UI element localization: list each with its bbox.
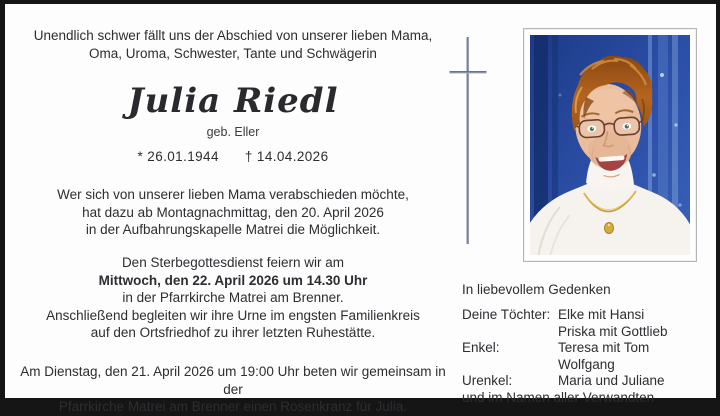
birth-date: * 26.01.1944 — [137, 149, 219, 164]
family-name: Elke mit Hansi — [558, 307, 645, 322]
family-row-grandchildren — [462, 340, 702, 373]
memorial-heading: In liebevollem Gedenken — [462, 282, 611, 297]
family-names — [558, 340, 702, 373]
deceased-name: Julia Riedl — [127, 81, 339, 121]
family-row-daughters — [462, 307, 702, 340]
rosary-line-1: Am Dienstag, den 21. April 2026 um 19:00 Uhr beten wir gemeinsam in der — [20, 364, 446, 397]
closing-line: und im Namen aller Verwandten — [462, 389, 655, 405]
family-name: Maria und Juliane — [558, 373, 665, 388]
cross-icon — [449, 35, 489, 252]
family-name: Wolfgang — [558, 356, 615, 372]
intro-line-1: Unendlich schwer fällt uns der Abschied von unserer lieben Mama, — [33, 28, 433, 43]
rosary-line-2: Pfarrkirche Matrei am Brenner einen Rosenkranz für Julia. — [58, 399, 408, 414]
portrait-illustration — [530, 35, 690, 255]
family-list — [462, 307, 702, 406]
farewell-line-1: Wer sich von unserer lieben Mama verabschieden möchte, — [57, 187, 409, 202]
intro-line-2: Oma, Uroma, Schwester, Tante und Schwägerin — [89, 45, 377, 61]
death-date: † 14.04.2026 — [244, 149, 329, 164]
family-label: Enkel: — [462, 340, 500, 355]
farewell-paragraph — [13, 186, 453, 239]
service-paragraph — [13, 254, 453, 342]
farewell-line-3: in der Aufbahrungskapelle Matrei die Möglichkeit. — [85, 222, 381, 237]
family-label: Deine Töchter: — [462, 307, 551, 322]
rosary-paragraph — [13, 363, 453, 416]
portrait-photo — [523, 28, 697, 262]
obituary-card — [5, 4, 716, 414]
family-names — [558, 373, 702, 390]
urn-line-1: Anschließend begleiten wir ihre Urne im engsten Familienkreis — [46, 307, 420, 323]
family-label: Urenkel: — [462, 373, 513, 388]
service-line-1: Den Sterbegottesdienst feiern wir am — [121, 255, 345, 270]
family-name: Teresa mit Tom — [558, 340, 650, 355]
family-names — [558, 307, 702, 340]
family-name: Priska mit Gottlieb — [558, 323, 668, 339]
service-line-3: in der Pfarrkirche Matrei am Brenner. — [122, 290, 344, 305]
farewell-line-2: hat dazu ab Montagnachmittag, den 20. April 2026 — [82, 204, 384, 220]
maiden-name: geb. Eller — [206, 125, 260, 139]
intro-text — [13, 27, 453, 62]
service-datetime: Mittwoch, den 22. April 2026 um 14.30 Uhr — [98, 272, 368, 288]
urn-line-2: auf den Ortsfriedhof zu ihrer letzten Ruhestätte. — [90, 325, 376, 340]
life-dates — [13, 148, 453, 166]
family-row-great-grandchildren — [462, 373, 702, 390]
